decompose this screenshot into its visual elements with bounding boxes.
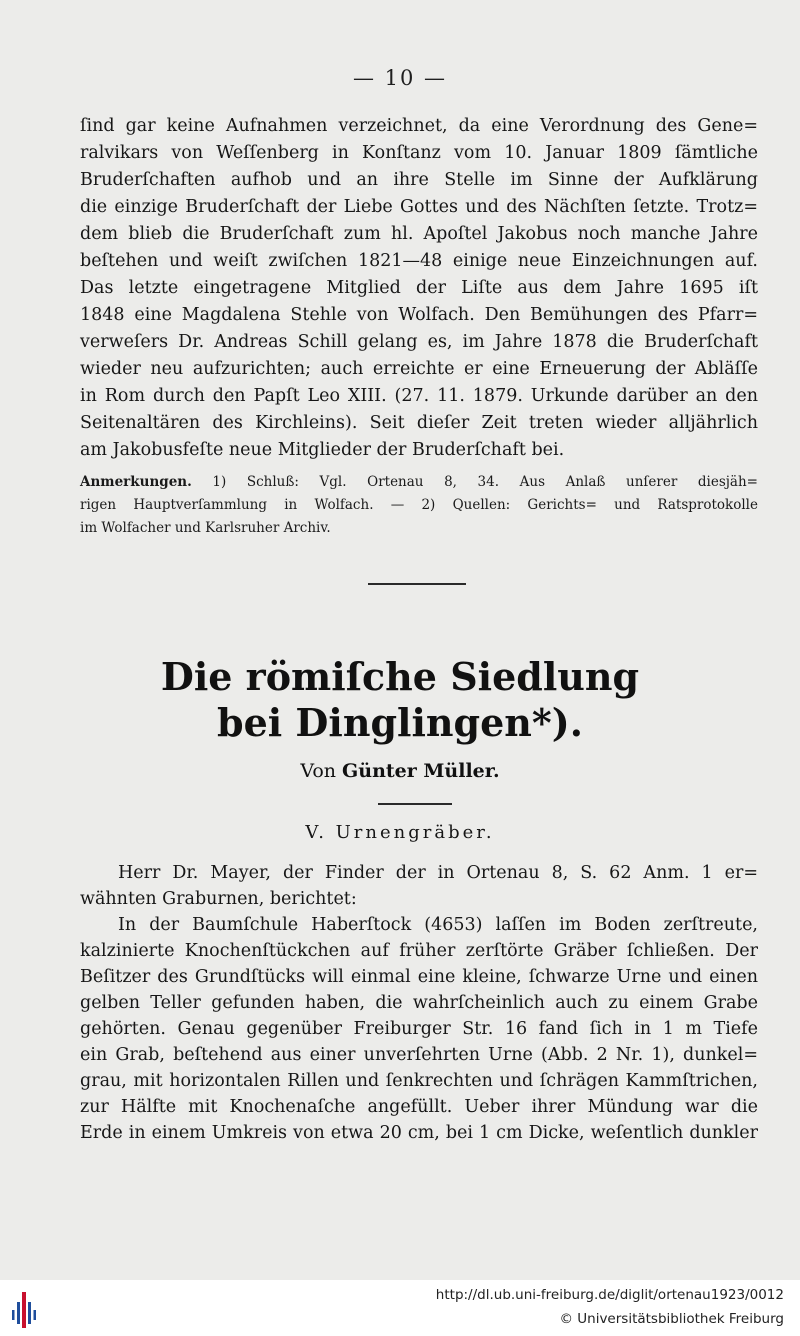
paragraph-line: in Rom durch den Papſt Leo XIII. (27. 11. 1879. Urkunde darüber an den: [80, 386, 758, 406]
body-line: Herr Dr. Mayer, der Finder der in Ortenau 8, S. 62 Anm. 1 er=: [118, 863, 758, 883]
body-line: grau, mit horizontalen Rillen und ſenkrechten und ſchrägen Kammſtrichen,: [80, 1071, 758, 1091]
paragraph-line: Bruderſchaften aufhob und an ihre Stelle im Sinne der Aufklärung: [80, 170, 758, 190]
body-line: In der Baumſchule Haberſtock (4653) laſſen im Boden zerſtreute,: [118, 915, 758, 935]
byline-divider: [378, 803, 452, 805]
viewer-footer: [0, 1280, 800, 1336]
notes-label: Anmerkungen.: [80, 474, 192, 490]
notes-text: 1) Schluß: Vgl. Ortenau 8, 34. Aus Anlaß unſerer diesjäh=: [212, 474, 758, 490]
ub-freiburg-logo-icon[interactable]: [8, 1290, 40, 1330]
paragraph-line: 1848 eine Magdalena Stehle von Wolfach. Den Bemühungen des Pfarr=: [80, 305, 758, 325]
body-line: ein Grab, beſtehend aus einer unverſehrten Urne (Abb. 2 Nr. 1), dunkel=: [80, 1045, 758, 1065]
author-name: Günter Müller.: [342, 760, 500, 782]
paragraph-line: Das letzte eingetragene Mitglied der Liſte aus dem Jahre 1695 iſt: [80, 278, 758, 298]
article-title-line-2: bei Dinglingen*).: [217, 700, 583, 745]
permalink-link[interactable]: http://dl.ub.uni-freiburg.de/diglit/ortenau1923/0012: [435, 1287, 784, 1303]
paragraph-line: wieder neu aufzurichten; auch erreichte er eine Erneuerung der Abläſſe: [80, 359, 758, 379]
paragraph-line: am Jakobusfeſte neue Mitglieder der Bruderſchaft bei.: [80, 440, 565, 460]
paragraph-line: ſind gar keine Aufnahmen verzeichnet, da eine Verordnung des Gene=: [80, 116, 758, 136]
body-line: Erde in einem Umkreis von etwa 20 cm, bei 1 cm Dicke, weſentlich dunkler: [80, 1123, 758, 1143]
section-heading: V. Urnengräber.: [305, 822, 495, 843]
article-title-line-1: Die römiſche Siedlung: [160, 654, 640, 699]
body-line: gehörten. Genau gegenüber Freiburger Str. 16 fand ſich in 1 m Tiefe: [80, 1019, 758, 1039]
copyright-text: © Universitätsbibliothek Freiburg: [559, 1311, 784, 1327]
page-number: — 10 —: [352, 66, 448, 90]
paragraph-line: Seitenaltären des Kirchleins). Seit dieſer Zeit treten wieder alljährlich: [80, 413, 758, 433]
notes-line: im Wolfacher und Karlsruher Archiv.: [80, 520, 331, 536]
body-line: wähnten Graburnen, berichtet:: [80, 889, 357, 909]
section-divider: [368, 583, 466, 585]
body-line: zur Hälfte mit Knochenaſche angefüllt. Ueber ihrer Mündung war die: [80, 1097, 758, 1117]
notes-line: rigen Hauptverſammlung in Wolfach. — 2) Quellen: Gerichts= und Ratsprotokolle: [80, 497, 758, 513]
body-line: gelben Teller gefunden haben, die wahrſcheinlich auch zu einem Grabe: [80, 993, 758, 1013]
paragraph-line: verweſers Dr. Andreas Schill gelang es, im Jahre 1878 die Bruderſchaft: [80, 332, 758, 352]
paragraph-line: dem blieb die Bruderſchaft zum hl. Apoſtel Jakobus noch manche Jahre: [80, 224, 758, 244]
body-line: kalzinierte Knochenſtückchen auf früher zerſtörte Gräber ſchließen. Der: [80, 941, 758, 961]
byline-prefix: Von: [300, 760, 336, 782]
paragraph-line: beſtehen und weiſt zwiſchen 1821—48 einige neue Einzeichnungen auf.: [80, 251, 758, 271]
paragraph-line: die einzige Bruderſchaft der Liebe Gottes und des Nächſten ſetzte. Trotz=: [80, 197, 758, 217]
byline: [0, 760, 800, 782]
body-line: Beſitzer des Grundſtücks will einmal eine kleine, ſchwarze Urne und einen: [80, 967, 758, 987]
notes-line: [80, 471, 758, 494]
paragraph-line: ralvikars von Weſſenberg in Konſtanz vom 10. Januar 1809 ſämtliche: [80, 143, 758, 163]
